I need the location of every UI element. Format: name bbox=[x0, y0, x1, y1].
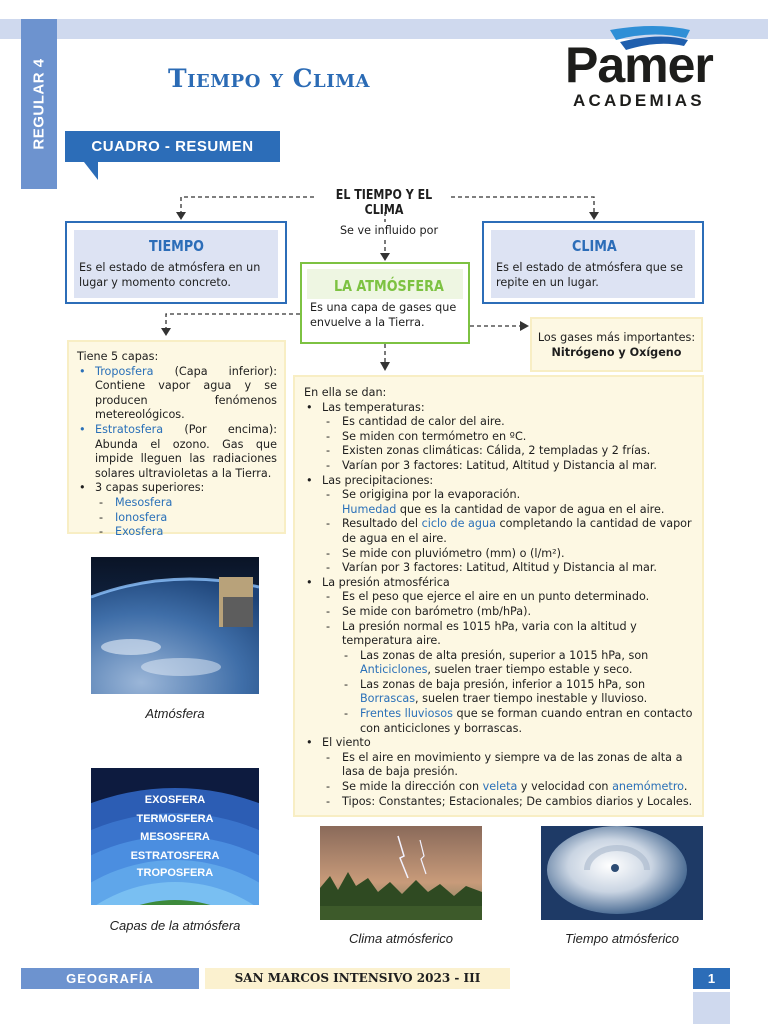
section-tag: CUADRO - RESUMEN bbox=[65, 131, 280, 162]
prec-item: - Varían por 3 factores: Latitud, Altitud y Distancia al mar. bbox=[322, 561, 693, 576]
atmosfera-title: LA ATMÓSFERA bbox=[334, 277, 444, 295]
estratosfera-text: (Por encima): Abunda el ozono. Gas que impide lleguen las radiaciones solares ultravioletas a la Tierra. bbox=[95, 422, 277, 480]
clima-text: Es el estado de atmósfera que se repite en un lugar. bbox=[496, 261, 683, 289]
layer-label: ESTRATOSFERA bbox=[130, 850, 220, 862]
tiempo-image bbox=[541, 826, 703, 920]
prec-item: - Resultado del ciclo de agua completando la cantidad de vapor de agua en el aire. bbox=[322, 517, 693, 546]
estratosfera-name: Estratosfera bbox=[95, 422, 164, 436]
diagram-root: EL TIEMPO Y EL CLIMA bbox=[335, 188, 433, 218]
footer-subject: GEOGRAFÍA bbox=[21, 968, 199, 989]
clima-title: CLIMA bbox=[572, 237, 617, 255]
temp-item: - Existen zonas climáticas: Cálida, 2 templadas y 2 frías. bbox=[322, 444, 693, 459]
main-intro: En ella se dan: bbox=[304, 386, 387, 399]
layers-box bbox=[67, 340, 286, 539]
pres-item: - La presión normal es 1015 hPa, varia con la altitud y temperatura aire. bbox=[322, 620, 693, 649]
clima-box bbox=[482, 221, 704, 304]
page-title: Tiempo y Clima bbox=[168, 64, 371, 93]
upper-layer-item: - Ionosfera bbox=[95, 511, 277, 526]
footer-strip bbox=[693, 992, 730, 1024]
layer-label: TERMOSFERA bbox=[136, 813, 214, 825]
viento-item: - Es el aire en movimiento y siempre va de las zonas de alta a lasa de baja presión. bbox=[322, 751, 693, 780]
upper-layers: • 3 capas superiores: bbox=[77, 481, 277, 496]
pres-item: - Es el peso que ejerce el aire en un punto determinado. bbox=[322, 590, 693, 605]
atmosphere-image bbox=[91, 557, 259, 694]
temp-item: - Varían por 3 factores: Latitud, Altitud y Distancia al mar. bbox=[322, 459, 693, 474]
influenced-label: Se ve influido por bbox=[339, 224, 439, 237]
layer-label: MESOSFERA bbox=[140, 831, 210, 843]
layer-label: EXOSFERA bbox=[144, 794, 206, 806]
pres-subitem: - Las zonas de baja presión, inferior a 1015 hPa, son Borrascas, suelen traer tiempo inestable y lluvioso. bbox=[340, 678, 693, 707]
upper-layer-item: - Mesosfera bbox=[95, 496, 277, 511]
gases-box bbox=[530, 317, 703, 372]
atmosfera-text: Es una capa de gases que envuelve a la Tierra. bbox=[310, 301, 457, 329]
clima-caption: Clima atmósferico bbox=[348, 931, 454, 946]
footer-course: SAN MARCOS INTENSIVO 2023 - III bbox=[205, 968, 510, 989]
viento-item: - Tipos: Constantes; Estacionales; De cambios diarios y Locales. bbox=[322, 795, 693, 810]
gases-line1: Los gases más importantes: bbox=[537, 331, 696, 344]
side-label: REGULAR 4 bbox=[30, 58, 48, 150]
layer-estratosfera bbox=[77, 423, 277, 481]
troposfera-text: (Capa inferior): Contiene vapor agua y se producen fenómenos metereológicos. bbox=[95, 364, 277, 422]
gases-line2: Nitrógeno y Oxígeno bbox=[551, 345, 682, 359]
viento-title: • El viento bbox=[304, 736, 693, 751]
pres-subitem: - Las zonas de alta presión, superior a 1015 hPa, son Anticiclones, suelen traer tiempo estable y seco. bbox=[340, 649, 693, 678]
temp-title: • Las temperaturas: bbox=[304, 401, 693, 416]
tiempo-caption: Tiempo atmósferico bbox=[564, 931, 680, 946]
tiempo-text: Es el estado de atmósfera en un lugar y momento concreto. bbox=[79, 261, 261, 289]
tiempo-title: TIEMPO bbox=[149, 237, 205, 255]
temp-item: - Es cantidad de calor del aire. bbox=[322, 415, 693, 430]
layers-caption: Capas de la atmósfera bbox=[109, 918, 241, 933]
main-box bbox=[293, 375, 704, 817]
atmosphere-layers-image bbox=[91, 768, 259, 905]
atmosfera-box bbox=[300, 262, 470, 344]
pres-subitem: - Frentes lluviosos que se forman cuando entran en contacto con anticiclones y borrascas. bbox=[340, 707, 693, 736]
tiempo-box bbox=[65, 221, 287, 304]
logo-subtitle: ACADEMIAS bbox=[573, 91, 705, 110]
layers-intro: Tiene 5 capas: bbox=[77, 350, 159, 363]
upper-layer-item: - Exosfera bbox=[95, 525, 277, 540]
logo-wordmark: Pamer bbox=[565, 37, 713, 93]
clima-image bbox=[320, 826, 482, 920]
prec-title: • Las precipitaciones: bbox=[304, 474, 693, 489]
viento-item: - Se mide la dirección con veleta y velocidad con anemómetro. bbox=[322, 780, 693, 795]
prec-item: - Se origigina por la evaporación. Humedad que es la cantidad de vapor de agua en el aire. bbox=[322, 488, 693, 517]
pres-item: - Se mide con barómetro (mb/hPa). bbox=[322, 605, 693, 620]
prec-item: - Se mide con pluviómetro (mm) o (l/m²). bbox=[322, 547, 693, 562]
pres-title: • La presión atmosférica bbox=[304, 576, 693, 591]
layer-label: TROPOSFERA bbox=[136, 867, 214, 879]
temp-item: - Se miden con termómetro en ºC. bbox=[322, 430, 693, 445]
layer-troposfera bbox=[77, 365, 277, 423]
troposfera-name: Troposfera bbox=[95, 364, 154, 378]
page-number: 1 bbox=[693, 968, 730, 989]
atmosphere-caption: Atmósfera bbox=[145, 706, 205, 721]
